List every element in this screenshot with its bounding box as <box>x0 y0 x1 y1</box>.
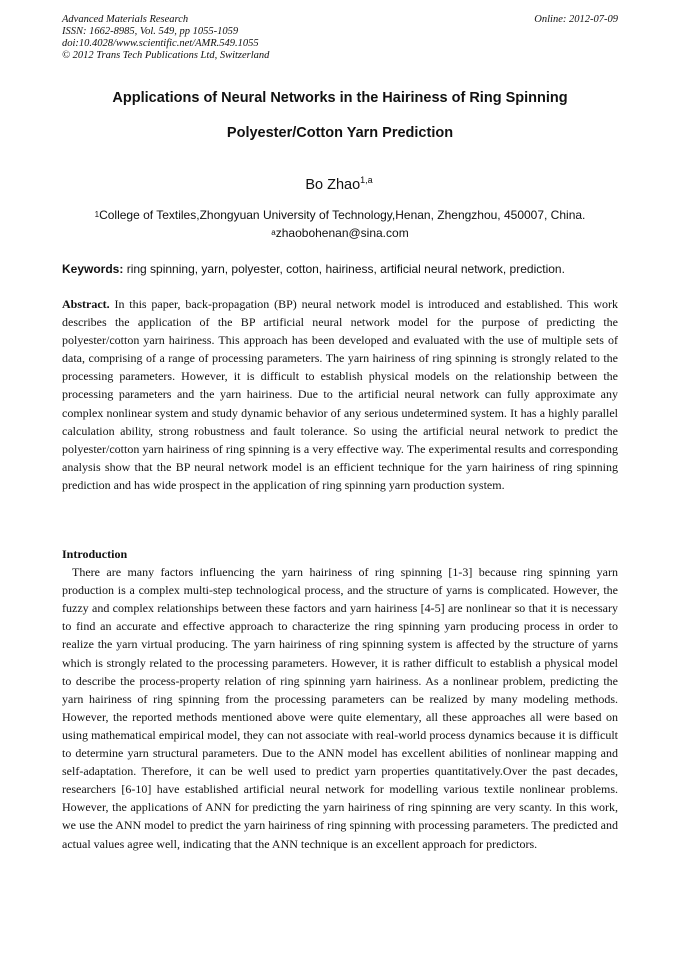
abstract <box>62 295 618 494</box>
author-email: zhaobohenan@sina.com <box>275 226 409 240</box>
paper-title-line-2: Polyester/Cotton Yarn Prediction <box>226 125 454 141</box>
affiliation <box>62 206 618 242</box>
doi-line: doi:10.4028/www.scientific.net/AMR.549.1055 <box>62 38 259 49</box>
author <box>0 177 678 193</box>
page-header <box>62 14 618 62</box>
introduction-section <box>62 545 618 853</box>
introduction-heading: Introduction <box>62 547 128 561</box>
email-superscript: a <box>271 228 276 237</box>
paper-title-line-1: Applications of Neural Networks in the Hairiness of Ring Spinning <box>112 90 568 106</box>
introduction-body: There are many factors influencing the yarn hairiness of ring spinning [1-3] because ring spinning yarn production is a complex multi-step technological process, and the structure of yarns is complicated. However, the fuzzy and complex relationships between these factors and yarn hairiness [4-5] are nonlinear so that it is necessary to find an accurate and effective approach to characterize the ring spinning yarn producing process in order to realize the yarn virtual producing. The yarn hairiness of ring spinning system is affected by the structure of yarns which is strongly related to the processing parameters. However, it is rather difficult to establish a physical model to describe the process-property relation of ring spinning yarn hairiness. As a nonlinear problem, predicting the yarn hairiness of ring spinning from the processing parameters can be realized by many modeling methods. However, the reported methods mentioned above were quite elementary, all these approaches all were based on using mathematical empirical model, they can not associate with real-world process dynamics because it is difficult to determine yarn structural parameters. Due to the ANN model has excellent abilities of nonlinear mapping and self-adaptation. Therefore, it can be well used to predict yarn properties quantitatively.Over the past decades, researchers [6-10] have established artificial neural network for modelling various textile nonlinear problems. However, the applications of ANN for predicting the yarn hairiness of ring spinning are very scanty. In this work, we use the ANN model to predict the yarn hairiness of ring spinning with processing parameters. The predicted and actual values agree well, indicating that the ANN technique is an excellent approach for predictors. <box>62 565 618 851</box>
online-date: Online: 2012-07-09 <box>534 14 618 25</box>
keywords-text: ring spinning, yarn, polyester, cotton, hairiness, artificial neural network, prediction. <box>123 262 565 276</box>
affiliation-text: College of Textiles,Zhongyuan University of Technology,Henan, Zhengzhou, 450007, China. <box>99 208 586 222</box>
author-superscript: 1,a <box>360 175 373 185</box>
abstract-text: In this paper, back-propagation (BP) neural network model is introduced and established. This work describes the application of the BP artificial neural network model for the purpose of predicting the polyester/cotton yarn hairiness. This approach has been developed and evaluated with the use of multiple sets of data, comprising of a range of processing parameters. The yarn hairiness of ring spinning is strongly related to the processing parameters. However, it is difficult to establish physical models on the relationship between the processing parameters and the yarn hairiness. Due to the artificial neural network can fully approximate any complex nonlinear system and study dynamic behavior of any serious undetermined system. It has a highly parallel calculation ability, strong robustness and fault tolerance. So using the artificial neural network to predict the polyester/cotton yarn hairiness of ring spinning is a very effective way. The experimental results and corresponding analysis show that the BP neural network model is an efficient technique for the yarn hairiness of ring spinning prediction and has wide prospect in the application of ring spinning yarn production system. <box>62 297 618 492</box>
journal-name: Advanced Materials Research <box>62 14 189 25</box>
keywords-label: Keywords: <box>62 262 124 276</box>
copyright-line: © 2012 Trans Tech Publications Ltd, Switzerland <box>62 50 270 61</box>
abstract-label: Abstract. <box>62 297 110 311</box>
keywords <box>62 262 618 276</box>
issn-line: ISSN: 1662-8985, Vol. 549, pp 1055-1059 <box>62 26 239 37</box>
author-name: Bo Zhao <box>305 177 361 193</box>
affiliation-superscript: 1 <box>94 210 100 219</box>
